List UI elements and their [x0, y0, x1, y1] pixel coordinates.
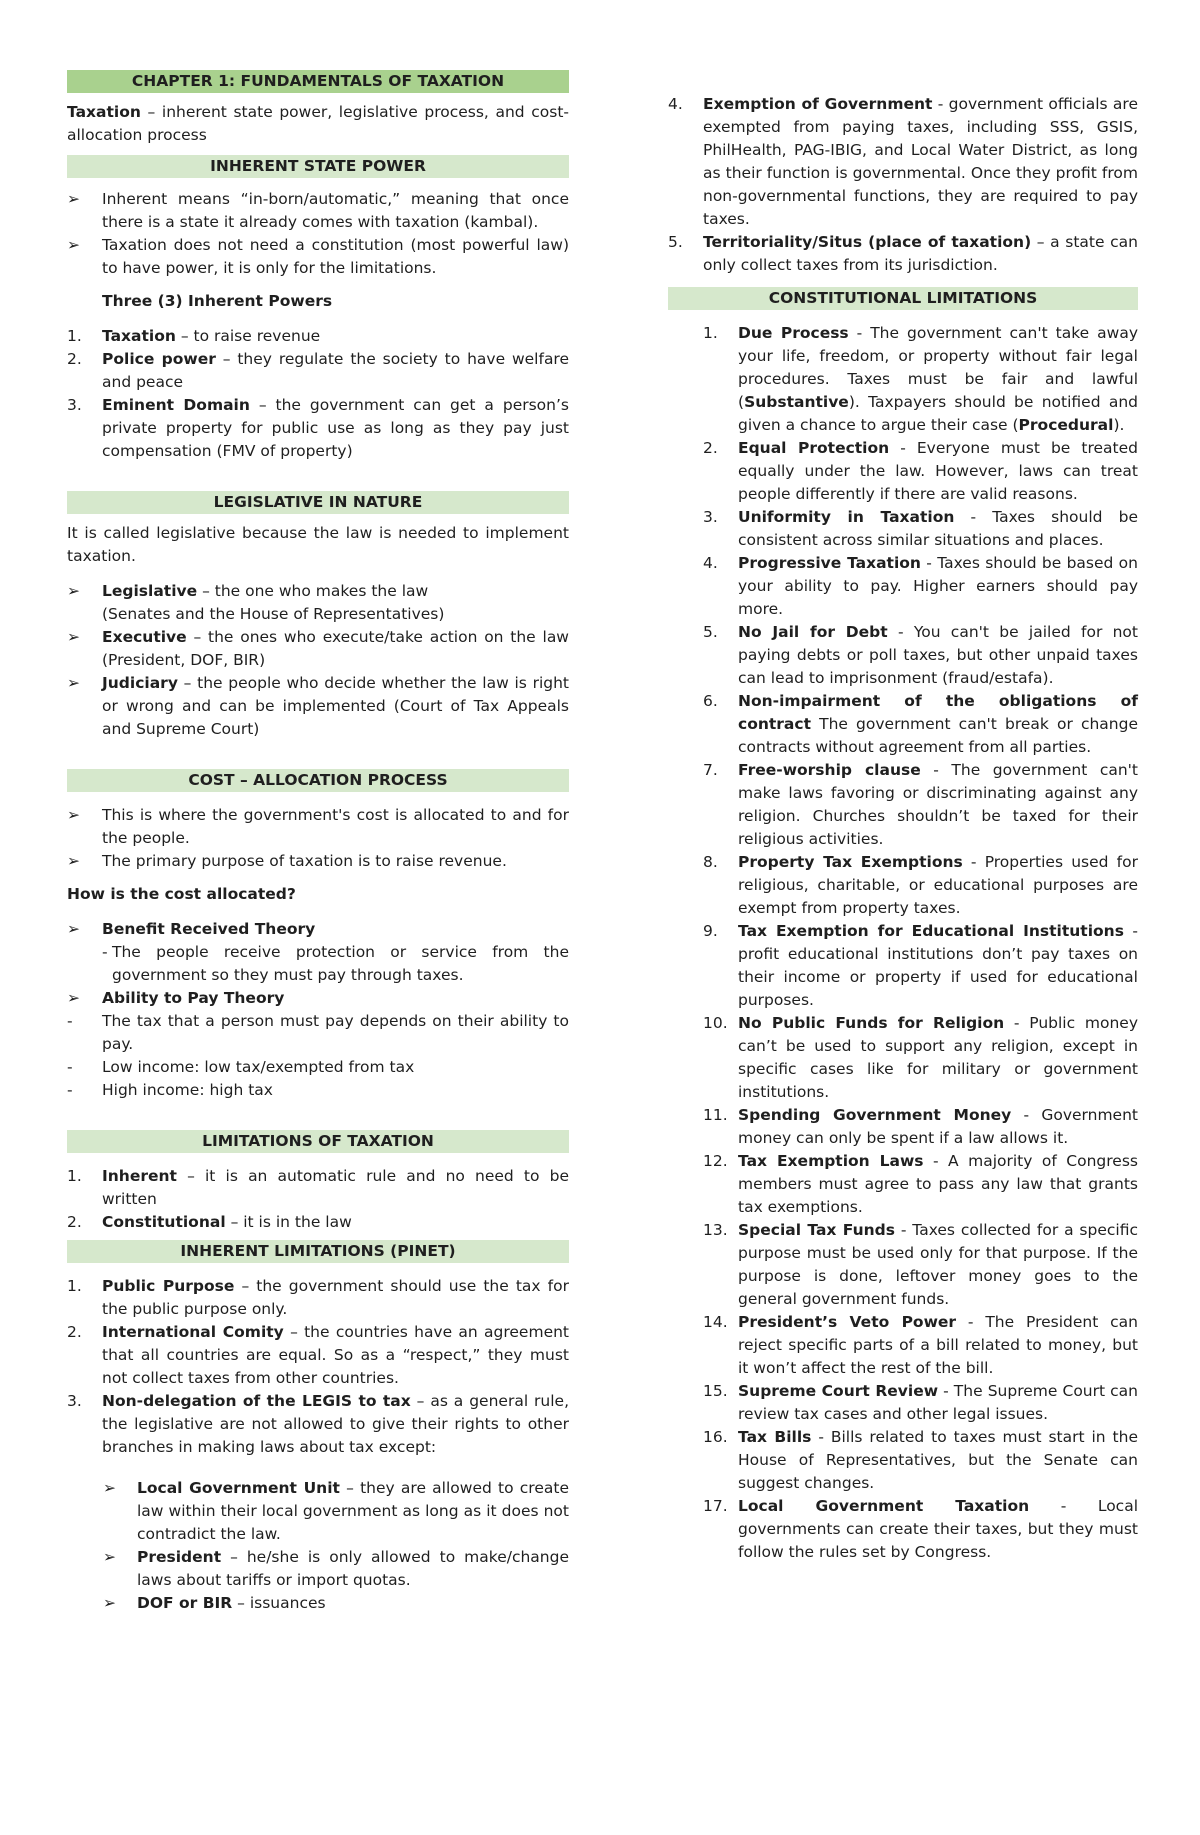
section-heading-constitutional: CONSTITUTIONAL LIMITATIONS [668, 287, 1138, 310]
list-item: 9. Tax Exemption for Educational Institutions - profit educational institutions don’t pay taxes on their income or property if used for educational purposes. [703, 922, 1138, 1009]
arrow-bullet-icon: ➢ [67, 628, 80, 646]
list-item: 6. Non-impairment of the obligations of contract The government can't break or change contracts without agreement from all parties. [703, 692, 1138, 756]
arrow-bullet-icon: ➢ [67, 920, 80, 938]
list-item: 17. Local Government Taxation - Local governments can create their taxes, but they must follow the rules set by Congress. [703, 1497, 1139, 1561]
list-item: 15. Supreme Court Review - The Supreme Court can review tax cases and other legal issues. [703, 1382, 1138, 1423]
list-item: 5. Territoriality/Situs (place of taxation) – a state can only collect taxes from its jurisdiction. [668, 233, 1138, 274]
subheading-three-powers: Three (3) Inherent Powers [102, 292, 333, 310]
list-item: 3. Non-delegation of the LEGIS to tax – as a general rule, the legislative are not allowed to give their rights to other branches in making laws about tax except: [67, 1392, 569, 1456]
section-heading-legislative: LEGISLATIVE IN NATURE [67, 491, 569, 514]
list-item: 2. Constitutional – it is in the law [67, 1213, 352, 1231]
list-item: 7. Free-worship clause - The government can't make laws favoring or discriminating against any religion. Churches shouldn’t be taxed for their religious activities. [703, 761, 1138, 848]
arrow-bullet-icon: ➢ [103, 1479, 116, 1497]
arrow-bullet-icon: ➢ [67, 674, 80, 692]
list-item: ➢ Executive – the ones who execute/take action on the law (President, DOF, BIR) [67, 628, 569, 669]
list-item: ➢ Taxation does not need a constitution (most powerful law) to have power, it is only for the limitations. [67, 236, 569, 277]
section-heading-limitations: LIMITATIONS OF TAXATION [67, 1130, 569, 1153]
left-column [67, 70, 569, 1615]
list-item: - The tax that a person must pay depends on their ability to pay. [67, 1012, 569, 1053]
list-item: ➢ Inherent means “in-born/automatic,” meaning that once there is a state it already comes with taxation (kambal). [67, 190, 569, 231]
constitutional-list [668, 322, 1138, 1564]
list-item: 2. Police power – they regulate the society to have welfare and peace [67, 350, 570, 391]
inherent-limitations-list [67, 1275, 569, 1459]
list-item: - High income: high tax [67, 1081, 273, 1099]
list-item: ➢ Ability to Pay Theory [67, 987, 569, 1010]
list-item: 8. Property Tax Exemptions - Properties used for religious, charitable, or educational purposes are exempt from property taxes. [703, 853, 1138, 917]
list-item: ➢ The primary purpose of taxation is to raise revenue. [67, 850, 569, 873]
list-item: 4. Exemption of Government - government officials are exempted from paying taxes, including SSS, GSIS, PhilHealth, PAG-IBIG, and Local Water District, as long as their function is governmental. Once they profit from non-governmental functions, they are required to pay taxes. [668, 95, 1138, 228]
section-heading-inherent-state-power: INHERENT STATE POWER [67, 155, 569, 178]
list-item: ➢ Local Government Unit – they are allowed to create law within their local government as long as it does not contradict the law. [103, 1479, 569, 1543]
list-item: 16. Tax Bills - Bills related to taxes must start in the House of Representatives, but the Senate can suggest changes. [703, 1428, 1138, 1492]
list-item: ➢ Benefit Received Theory [67, 918, 569, 941]
arrow-bullet-icon: ➢ [67, 806, 80, 824]
list-item: 3. Uniformity in Taxation - Taxes should be consistent across similar situations and places. [703, 508, 1138, 549]
list-item: 1. Public Purpose – the government should use the tax for the public purpose only. [67, 1277, 569, 1318]
inherent-powers-list [67, 325, 569, 463]
list-item: ➢ This is where the government's cost is allocated to and for the people. [67, 806, 569, 847]
right-column [668, 93, 1138, 1564]
list-item: 1. Inherent – it is an automatic rule and no need to be written [67, 1167, 569, 1208]
inherent-limitations-continued [668, 93, 1138, 277]
arrow-bullet-icon: ➢ [67, 582, 80, 600]
arrow-bullet-icon: ➢ [67, 190, 80, 208]
list-item: 1. Taxation – to raise revenue [67, 327, 321, 345]
list-item: ➢ President – he/she is only allowed to make/change laws about tariffs or import quotas. [103, 1548, 569, 1589]
arrow-bullet-icon: ➢ [67, 989, 80, 1007]
list-item: 3. Eminent Domain – the government can get a person’s private property for public use as long as they pay just compensation (FMV of property) [67, 396, 569, 460]
limitations-list [67, 1165, 569, 1234]
arrow-bullet-icon: ➢ [67, 236, 80, 254]
list-item: ➢ Legislative – the one who makes the law (Senates and the House of Representatives) [67, 582, 445, 623]
list-item: 2. Equal Protection - Everyone must be treated equally under the law. However, laws can treat people differently if there are valid reasons. [703, 439, 1138, 503]
legislative-intro: It is called legislative because the law is needed to implement taxation. [67, 524, 569, 565]
list-item: ➢ DOF or BIR – issuances [67, 1592, 569, 1615]
chapter-title: CHAPTER 1: FUNDAMENTALS OF TAXATION [67, 70, 569, 93]
list-item: - Low income: low tax/exempted from tax [67, 1058, 415, 1076]
cost-question: How is the cost allocated? [67, 885, 296, 903]
list-item: ➢ Judiciary – the people who decide whether the law is right or wrong and can be implemented (Court of Tax Appeals and Supreme Court) [67, 674, 569, 738]
legislative-bullets [67, 580, 569, 741]
arrow-bullet-icon: ➢ [103, 1548, 116, 1566]
arrow-bullet-icon: ➢ [103, 1594, 116, 1612]
list-item: 4. Progressive Taxation - Taxes should be based on your ability to pay. Higher earners should pay more. [703, 554, 1138, 618]
theories [67, 918, 569, 1102]
cost-bullets [67, 804, 569, 873]
list-item: - The people receive protection or service from the government so they must pay through taxes. [102, 943, 569, 984]
list-item: 13. Special Tax Funds - Taxes collected for a specific purpose must be used only for that purpose. If the purpose is done, leftover money goes to the general government funds. [703, 1221, 1138, 1308]
list-item: 14. President’s Veto Power - The President can reject specific parts of a bill related to money, but it won’t affect the rest of the bill. [703, 1313, 1139, 1377]
inherent-bullets [67, 188, 569, 280]
list-item: 10. No Public Funds for Religion - Public money can’t be used to support any religion, except in specific cases like for military or government institutions. [703, 1014, 1138, 1101]
list-item: 1. Due Process - The government can't take away your life, freedom, or property without fair legal procedures. Taxes must be fair and lawful (Substantive). Taxpayers should be notified and given a chance to argue their case (Procedural). [703, 324, 1138, 434]
list-item: 2. International Comity – the countries have an agreement that all countries are equal. So as a “respect,” they must not collect taxes from other countries. [67, 1323, 569, 1387]
taxation-definition: Taxation – inherent state power, legislative process, and cost-allocation process [67, 103, 569, 144]
section-heading-inherent-limitations: INHERENT LIMITATIONS (PINET) [67, 1240, 569, 1263]
list-item: 12. Tax Exemption Laws - A majority of Congress members must agree to pass any law that grants tax exemptions. [703, 1152, 1138, 1216]
section-heading-cost-allocation: COST – ALLOCATION PROCESS [67, 769, 569, 792]
list-item: 11. Spending Government Money - Government money can only be spent if a law allows it. [703, 1106, 1138, 1147]
exceptions-list [67, 1477, 569, 1615]
list-item: 5. No Jail for Debt - You can't be jailed for not paying debts or poll taxes, but other unpaid taxes can lead to imprisonment (fraud/estafa). [703, 623, 1138, 687]
arrow-bullet-icon: ➢ [67, 852, 80, 870]
